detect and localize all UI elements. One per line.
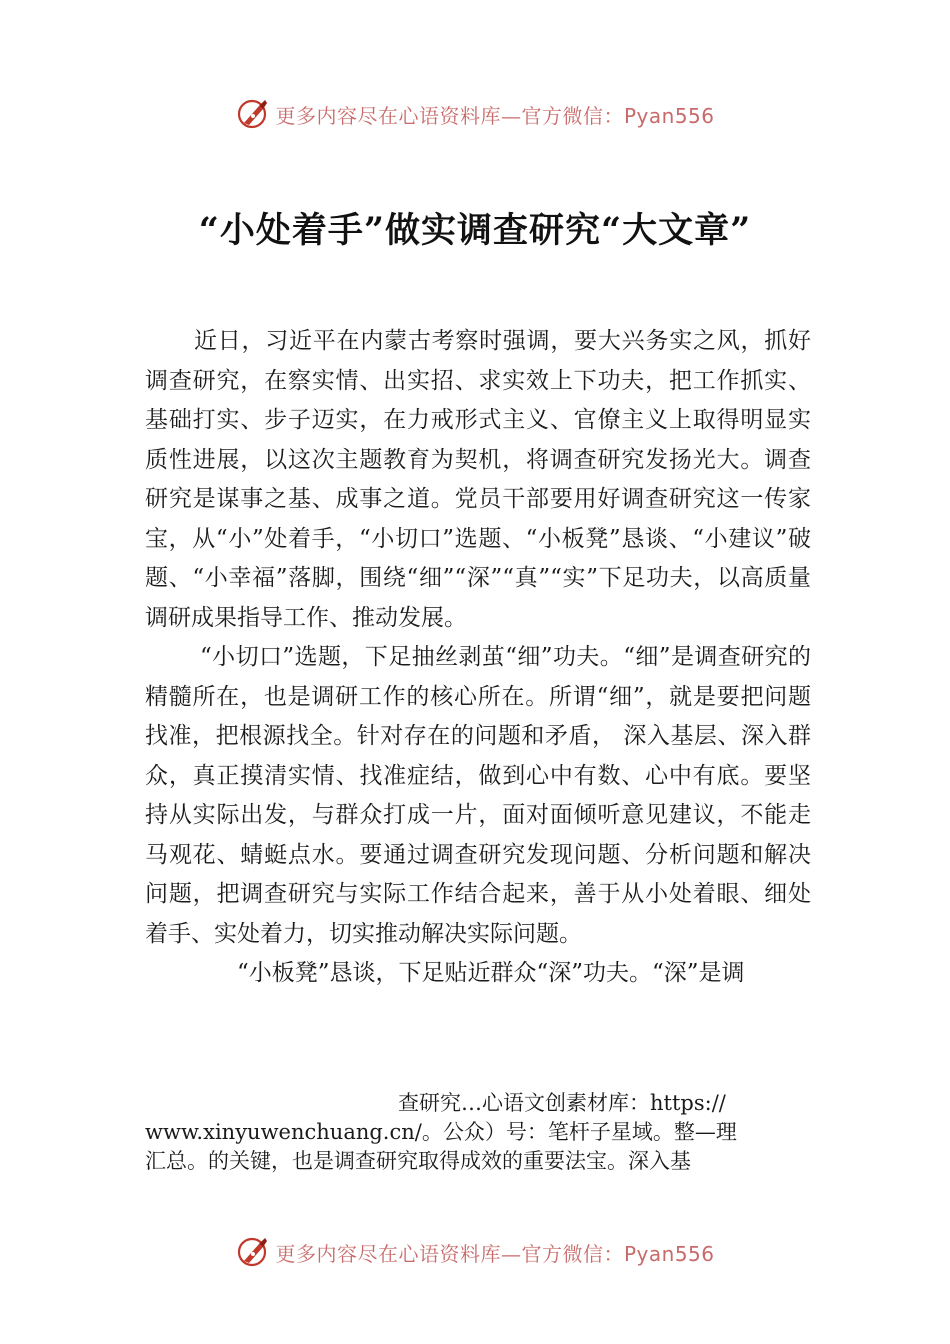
pen-nib-logo-icon [235,96,271,132]
banner-text [275,1238,714,1267]
footer-banner [0,1232,950,1272]
banner-text [275,100,714,129]
document-title: “小处着手”做实调查研究“大文章” [198,210,752,251]
banner-wechat-id: Pyan556 [623,103,715,128]
paragraph-section-2: “小板凳”恳谈，下足贴近群众“深”功夫。“深”是调 [237,960,745,986]
banner-wechat-id: Pyan556 [623,1241,715,1266]
tail-line-2: www.xinyuwenchuang.cn/。公众）号：笔杆子星域。整—理 [145,1120,737,1144]
header-banner [0,94,950,134]
banner-slogan: 更多内容尽在心语资料库—官方微信： [275,1241,624,1266]
paragraph-intro: 近日，习近平在内蒙古考察时强调，要大兴务实之风，抓好调查研究，在察实情、出实招、求实效上下功夫，把工作抓实、基础打实、步子迈实，在力戒形式主义、官僚主义上取得明显实质性进展，以这次主题教育为契机，将调查研究发扬光大。调查研究是谋事之基、成事之道。党员干部要用好调查研究这一传家宝，从“小”处着手，“小切口”选题、“小板凳”恳谈、“小建议”破题、“小幸福”落脚，围绕“细”“深”“真”“实”下足功夫，以高质量调研成果指导工作、推动发展。 [145,328,811,631]
tail-line-1: 查研究…心语文创素材库：https:// [398,1091,726,1115]
pen-nib-logo-icon [235,1234,271,1270]
paragraph-section-1: “小切口”选题，下足抽丝剥茧“细”功夫。“细”是调查研究的精髓所在，也是调研工作的核心所在。所谓“细”，就是要把问题找准，把根源找全。针对存在的问题和矛盾， 深入基层、深入群众，真正摸清实情、找准症结，做到心中有数、心中有底。要坚持从实际出发，与群众打成一片，面对面倾听意见建议，不能走马观花、蜻蜓点水。要通过调查研究发现问题、分析问题和解决问题，把调查研究与实际工作结合起来，善于从小处着眼、细处着手、实处着力，切实推动解决实际问题。 [145,644,811,947]
document-body [145,322,811,994]
watermark-insert-text [145,1089,811,1176]
banner-slogan: 更多内容尽在心语资料库—官方微信： [275,103,624,128]
tail-line-3: 汇总。的关键，也是调查研究取得成效的重要法宝。深入基 [145,1149,691,1173]
